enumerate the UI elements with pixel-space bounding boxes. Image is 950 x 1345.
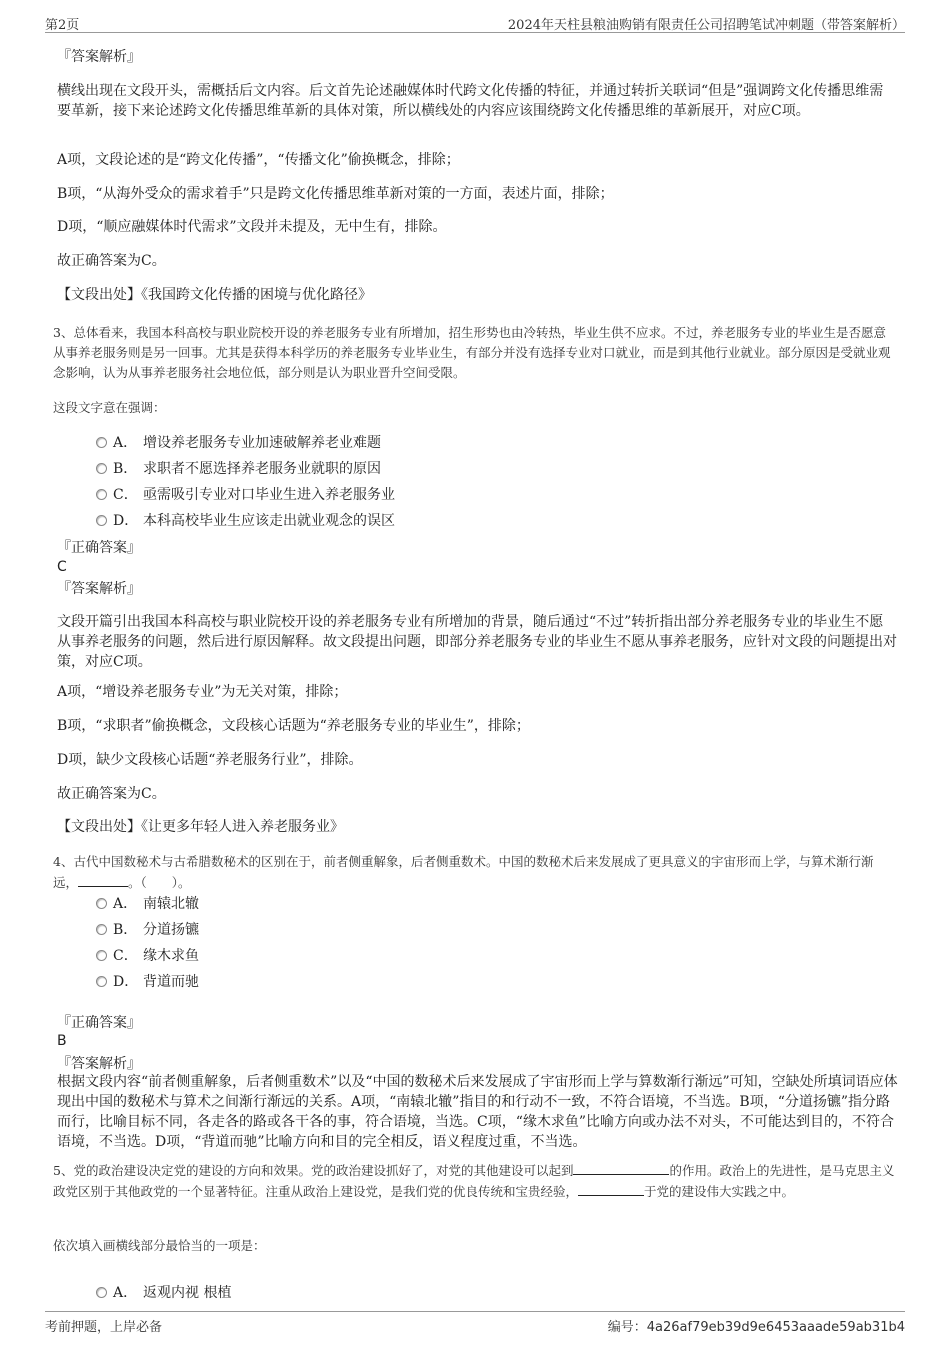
option-d[interactable]: D． 本科高校毕业生应该走出就业观念的误区 <box>96 511 395 531</box>
analysis-conclusion: 故正确答案为C。 <box>57 253 166 269</box>
page-header <box>45 12 905 33</box>
answer-blank <box>573 1160 669 1175</box>
answer-blank <box>578 1181 644 1196</box>
option-a[interactable]: A． 增设养老服务专业加速破解养老业难题 <box>96 433 381 453</box>
radio-icon[interactable] <box>96 463 107 474</box>
analysis-label: 『答案解析』 <box>57 581 141 597</box>
analysis-line-a: A项，文段论述的是“跨文化传播”，“传播文化”偷换概念，排除； <box>57 152 460 168</box>
radio-icon[interactable] <box>96 437 107 448</box>
analysis-paragraph: 根据文段内容“前者侧重解象，后者侧重数术”以及“中国的数秘术后来发展成了宇宙形而上学与算数渐行渐远”可知，空缺处所填词语应体现出中国的数秘术与算术之间渐行渐远的关系。A项，“南辕北辙”指目的和行动不一致，不符合语境，不当选。B项，“分道扬镳”指分路而行，比喻目标不同，各走各的路或各干各的事，符合语境，当选。C项，“缘木求鱼”比喻方向或办法不对头，不可能达到目的，不符合语境，不当选。D项，“背道而驰”比喻方向和目的完全相反，语义程度过重，不当选。 <box>57 1074 898 1150</box>
option-d[interactable]: D． 背道而驰 <box>96 972 199 992</box>
option-c[interactable]: C． 亟需吸引专业对口毕业生进入养老服务业 <box>96 485 395 505</box>
correct-answer-label: 『正确答案』 <box>57 1015 141 1031</box>
radio-icon[interactable] <box>96 950 107 961</box>
question-3-prompt: 这段文字意在强调： <box>53 400 166 415</box>
correct-answer-label: 『正确答案』 <box>57 540 141 556</box>
option-b[interactable]: B． 分道扬镳 <box>96 920 199 940</box>
option-a[interactable]: A． 南辕北辙 <box>96 894 199 914</box>
footer-slogan: 考前押题，上岸必备 <box>45 1320 163 1335</box>
analysis-line-b: B项，“从海外受众的需求着手”只是跨文化传播思维革新对策的一方面，表述片面，排除； <box>57 186 614 202</box>
radio-icon[interactable] <box>96 898 107 909</box>
radio-icon[interactable] <box>96 1287 107 1298</box>
page-number: 第2页 <box>45 18 80 33</box>
option-a[interactable]: A． 返观内视 根植 <box>96 1283 231 1303</box>
radio-icon[interactable] <box>96 515 107 526</box>
radio-icon[interactable] <box>96 976 107 987</box>
question-5-prompt: 依次填入画横线部分最恰当的一项是： <box>53 1238 266 1253</box>
analysis-line-d: D项，缺少文段核心话题“养老服务行业”，排除。 <box>57 752 363 768</box>
option-c[interactable]: C． 缘木求鱼 <box>96 946 199 966</box>
radio-icon[interactable] <box>96 924 107 935</box>
analysis-label: 『答案解析』 <box>57 49 141 65</box>
question-4-stem: 4、古代中国数秘术与古希腊数秘术的区别在于，前者侧重解象，后者侧重数术。中国的数秘术后来发展成了更具意义的宇宙形而上学，与算术渐行渐远， 。（ ）。 <box>53 854 874 890</box>
radio-icon[interactable] <box>96 489 107 500</box>
document-title: 2024年天柱县粮油购销有限责任公司招聘笔试冲刺题（带答案解析） <box>507 18 905 33</box>
page-footer <box>45 1311 905 1336</box>
correct-answer: C <box>57 559 67 575</box>
question-5-stem: 5、党的政治建设决定党的建设的方向和效果。党的政治建设抓好了，对党的其他建设可以起到 的作用。政治上的先进性，是马克思主义政党区别于其他政党的一个显著特征。注重从政治上建设党，是我们党的优良传统和宝贵经验， 于党的建设伟大实践之中。 <box>53 1160 898 1202</box>
analysis-label: 『答案解析』 <box>57 1056 141 1072</box>
source-citation: 【文段出处】《我国跨文化传播的困境与优化路径》 <box>57 287 372 303</box>
analysis-line-a: A项，“增设养老服务专业”为无关对策，排除； <box>57 684 348 700</box>
analysis-line-b: B项，“求职者”偷换概念，文段核心话题为“养老服务专业的毕业生”，排除； <box>57 718 530 734</box>
document-code: 编号：4a26af79eb39d9e6453aaade59ab31b4 <box>607 1320 905 1335</box>
correct-answer: B <box>57 1033 67 1049</box>
analysis-paragraph: 文段开篇引出我国本科高校与职业院校开设的养老服务专业有所增加的背景，随后通过“不过”转折指出部分养老服务专业的毕业生不愿从事养老服务的问题，然后进行原因解释。故文段提出问题，即部分养老服务专业的毕业生不愿从事养老服务，应针对文段的问题提出对策，对应C项。 <box>57 614 897 670</box>
analysis-line-d: D项，“顺应融媒体时代需求”文段并未提及，无中生有，排除。 <box>57 219 447 235</box>
source-citation: 【文段出处】《让更多年轻人进入养老服务业》 <box>57 819 344 835</box>
answer-blank <box>78 872 128 887</box>
option-b[interactable]: B． 求职者不愿选择养老服务业就职的原因 <box>96 459 381 479</box>
question-3-stem: 3、总体看来，我国本科高校与职业院校开设的养老服务专业有所增加，招生形势也由冷转热，毕业生供不应求。不过，养老服务专业的毕业生是否愿意从事养老服务则是另一回事。尤其是获得本科学历的养老服务专业毕业生，有部分并没有选择专业对口就业，而是到其他行业就业。部分原因是受就业观念影响，认为从事养老服务社会地位低，部分则是认为职业晋升空间受限。 <box>53 325 891 380</box>
analysis-paragraph: 横线出现在文段开头，需概括后文内容。后文首先论述融媒体时代跨文化传播的特征，并通过转折关联词“但是”强调跨文化传播思维需要革新，接下来论述跨文化传播思维革新的具体对策，所以横线处的内容应该围绕跨文化传播思维的革新展开，对应C项。 <box>57 83 884 119</box>
analysis-conclusion: 故正确答案为C。 <box>57 786 166 802</box>
